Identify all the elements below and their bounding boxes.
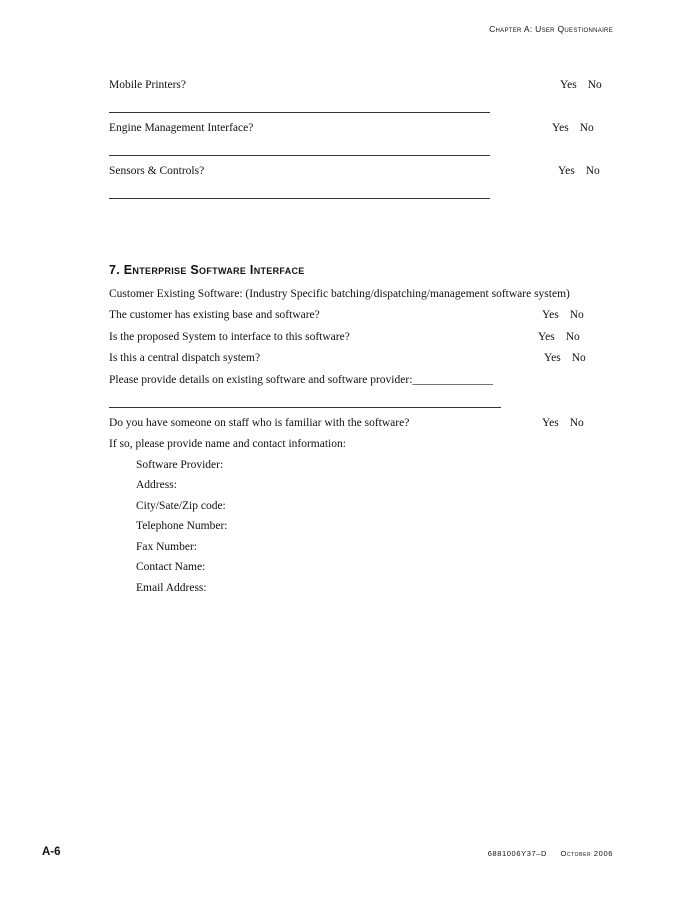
no-option[interactable]: No <box>565 331 580 343</box>
field-city-state-zip: City/Sate/Zip code: <box>136 500 226 512</box>
answer-line <box>109 407 501 408</box>
question-sensors-controls: Sensors & Controls? <box>109 165 205 177</box>
contact-prompt: If so, please provide name and contact information: <box>109 438 346 450</box>
yes-option[interactable]: Yes <box>552 122 569 134</box>
answer-line <box>109 155 490 156</box>
field-fax: Fax Number: <box>136 541 198 553</box>
yes-no-options <box>544 352 586 364</box>
question-mobile-printers: Mobile Printers? <box>109 79 186 91</box>
details-prompt: Please provide details on existing software and software provider:______________ <box>109 374 493 386</box>
chapter-header: Chapter A: User Questionnaire <box>489 24 613 34</box>
yes-no-options <box>552 122 594 134</box>
no-option[interactable]: No <box>569 417 584 429</box>
question-existing-base: The customer has existing base and software? <box>109 309 320 321</box>
answer-line <box>109 198 490 199</box>
field-software-provider: Software Provider: <box>136 459 224 471</box>
yes-option[interactable]: Yes <box>542 309 559 321</box>
no-option[interactable]: No <box>569 309 584 321</box>
no-option[interactable]: No <box>587 79 602 91</box>
page-number: A-6 <box>42 846 61 858</box>
question-interface-software: Is the proposed System to interface to this software? <box>109 331 350 343</box>
yes-no-options <box>538 331 580 343</box>
yes-option[interactable]: Yes <box>544 352 561 364</box>
yes-no-options <box>542 309 584 321</box>
no-option[interactable]: No <box>571 352 586 364</box>
field-telephone: Telephone Number: <box>136 520 228 532</box>
yes-no-options <box>542 417 584 429</box>
section-intro: Customer Existing Software: (Industry Specific batching/dispatching/management software system) <box>109 288 570 300</box>
no-option[interactable]: No <box>585 165 600 177</box>
question-engine-management: Engine Management Interface? <box>109 122 254 134</box>
yes-option[interactable]: Yes <box>558 165 575 177</box>
field-address: Address: <box>136 479 177 491</box>
field-contact-name: Contact Name: <box>136 561 206 573</box>
no-option[interactable]: No <box>579 122 594 134</box>
field-email: Email Address: <box>136 582 207 594</box>
section-heading: 7. Enterprise Software Interface <box>109 263 305 277</box>
yes-option[interactable]: Yes <box>560 79 577 91</box>
answer-line <box>109 112 490 113</box>
document-id: 6881006Y37–D October 2006 <box>487 849 613 858</box>
yes-option[interactable]: Yes <box>538 331 555 343</box>
yes-no-options <box>558 165 600 177</box>
question-staff-familiar: Do you have someone on staff who is familiar with the software? <box>109 417 410 429</box>
yes-no-options <box>560 79 602 91</box>
question-central-dispatch: Is this a central dispatch system? <box>109 352 261 364</box>
yes-option[interactable]: Yes <box>542 417 559 429</box>
